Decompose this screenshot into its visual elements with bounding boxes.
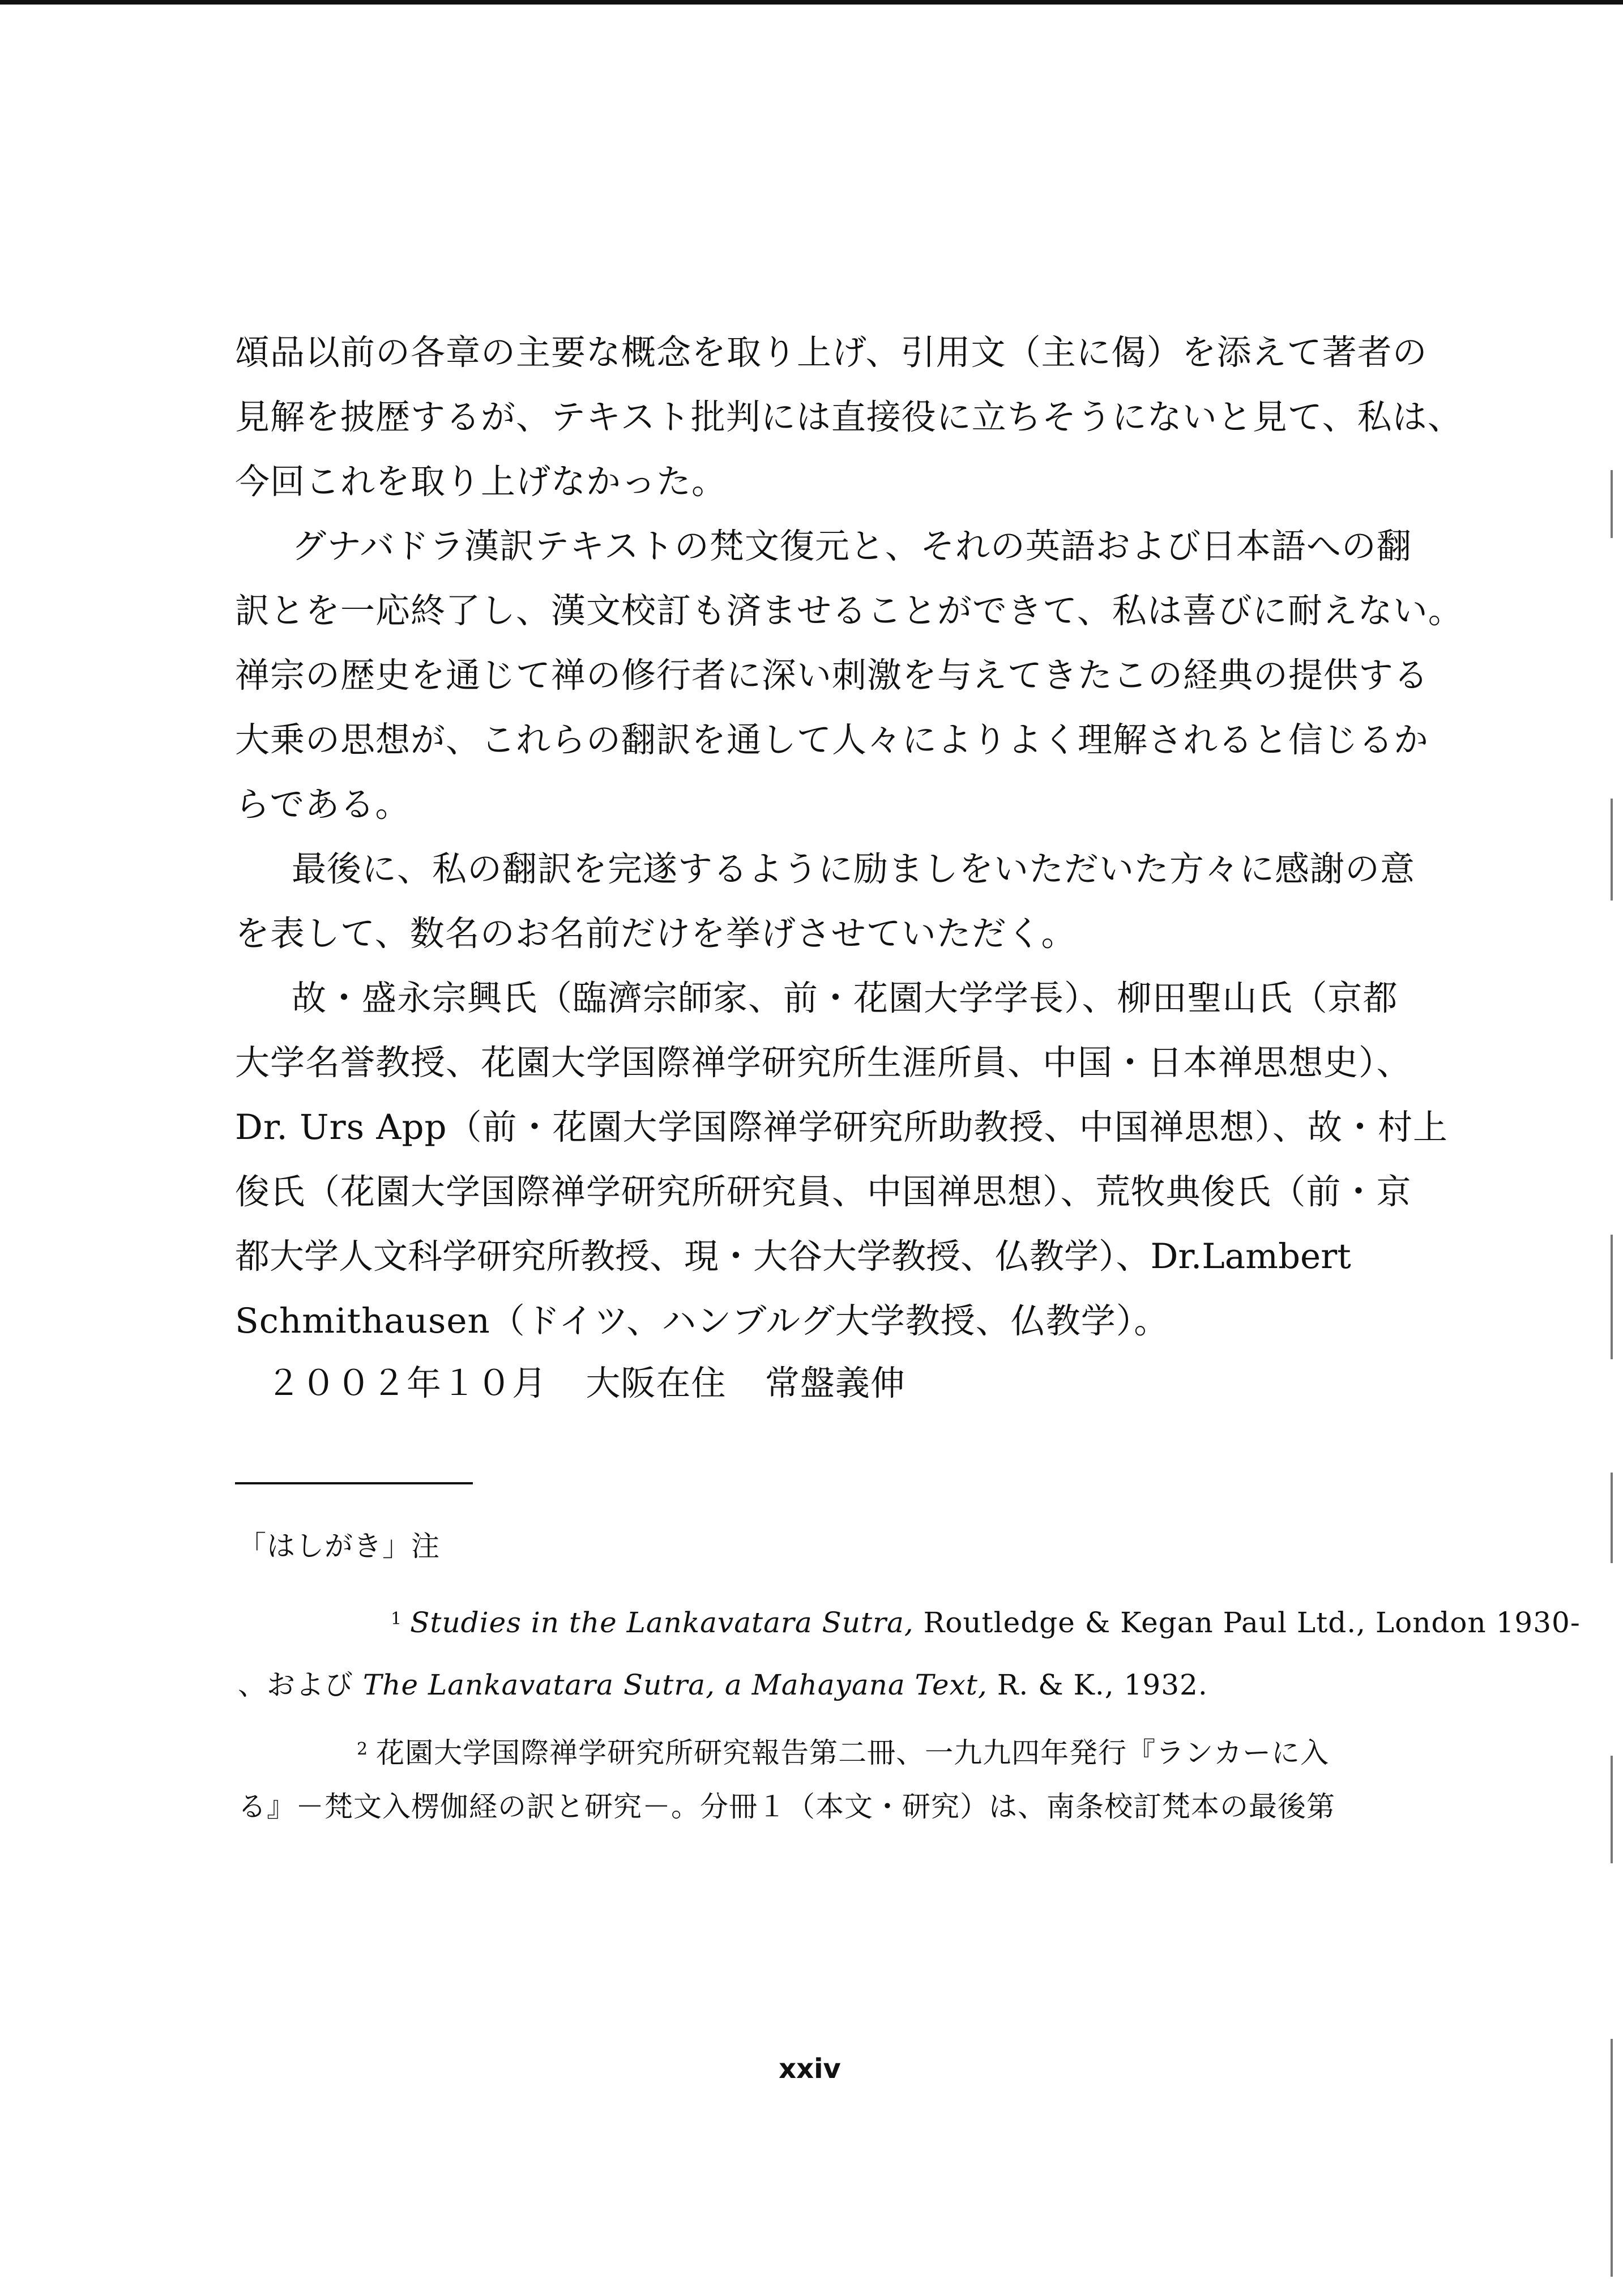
scan-edge-mark: [1611, 2039, 1613, 2277]
footnote-mark: 1: [391, 1609, 403, 1629]
body-line: 頌品以前の各章の主要な概念を取り上げ、引用文（主に偈）を添えて著者の: [235, 332, 1428, 373]
body-line: 大乗の思想が、これらの翻訳を通して人々によりよく理解されると信じるか: [235, 720, 1429, 760]
scan-edge-mark: [1611, 1756, 1613, 1863]
scan-top-border: [0, 0, 1623, 5]
body-line: 故・盛永宗興氏（臨濟宗師家、前・花園大学学長）、柳田聖山氏（京都: [292, 978, 1398, 1018]
footnote-2: [357, 1730, 1329, 1776]
signature-place: 大阪在住: [586, 1363, 727, 1403]
body-line: 最後に、私の翻訳を完遂するように励ましをいただいた方々に感謝の意: [292, 849, 1416, 889]
page-number: xxiv: [779, 2053, 841, 2085]
footnote-separator: [235, 1482, 473, 1484]
body-line: Dr. Urs App（前・花園大学国際禅学研究所助教授、中国禅思想）、故・村上: [235, 1107, 1449, 1147]
footnote-2-cont: る』－梵文入楞伽経の訳と研究－。分冊１（本文・研究）は、南条校訂梵本の最後第: [238, 1790, 1335, 1823]
footnote-1: [391, 1600, 1581, 1645]
footnotes-heading: 「はしがき」注: [238, 1530, 440, 1563]
body-line: 禅宗の歴史を通じて禅の修行者に深い刺激を与えてきたこの経典の提供する: [235, 655, 1429, 695]
body-line: を表して、数名のお名前だけを挙げさせていただく。: [235, 914, 1077, 954]
signature-date: ２００２年１０月: [266, 1363, 548, 1403]
body-line-part: Lambert: [1202, 1236, 1351, 1277]
body-line: らである。: [235, 784, 411, 825]
signature-line: [266, 1361, 906, 1406]
footnote-mark: 2: [357, 1739, 369, 1759]
body-line: 訳とを一応終了し、漢文校訂も済ませることができて、私は喜びに耐えない。: [235, 591, 1463, 631]
footnote-text: R. & K., 1932.: [987, 1668, 1208, 1701]
body-line-justified: [235, 1234, 1351, 1279]
body-line: 今回これを取り上げなかった。: [235, 462, 727, 502]
footnote-title: The Lankavatara Sutra, a Mahayana Text,: [362, 1668, 988, 1701]
body-line: 大学名誉教授、花園大学国際禅学研究所生涯所員、中国・日本禅思想史）、: [235, 1043, 1412, 1083]
scan-edge-mark: [1611, 1473, 1613, 1563]
body-line: Schmithausen（ドイツ、ハンブルグ大学教授、仏教学）。: [235, 1301, 1169, 1341]
footnote-title: Studies in the Lankavatara Sutra,: [410, 1606, 914, 1639]
footnote-text: Routledge & Kegan Paul Ltd., London 1930-: [913, 1606, 1581, 1639]
scan-edge-mark: [1611, 1235, 1613, 1359]
body-line: 俊氏（花園大学国際禅学研究所研究員、中国禅思想）、荒牧典俊氏（前・京: [235, 1172, 1412, 1212]
body-line: グナバドラ漢訳テキストの梵文復元と、それの英語および日本語への翻: [292, 526, 1412, 566]
body-line-part: 都大学人文科学研究所教授、現・大谷大学教授、仏教学）、Dr.: [235, 1236, 1202, 1277]
footnote-1-cont: [238, 1662, 1208, 1708]
scan-edge-mark: [1611, 470, 1613, 538]
signature-name: 常盤義伸: [764, 1363, 906, 1403]
scan-edge-mark: [1611, 799, 1613, 901]
body-line: 見解を披歴するが、テキスト批判には直接役に立ちそうにないと見て、私は、: [235, 397, 1463, 437]
footnote-text: 、および: [238, 1668, 363, 1701]
footnote-text: 花園大学国際禅学研究所研究報告第二冊、一九九四年発行『ランカーに入: [376, 1736, 1330, 1769]
